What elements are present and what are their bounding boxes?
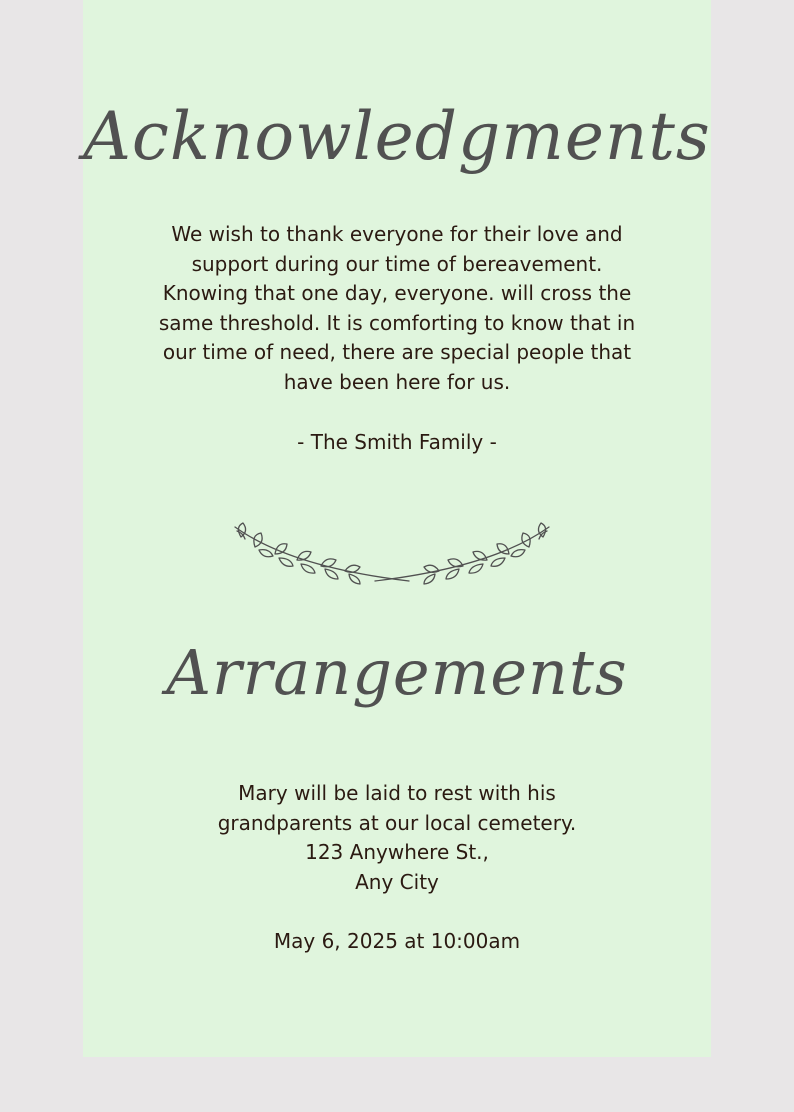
arrangements-line: grandparents at our local cemetery.	[217, 810, 577, 835]
acknowledgments-line: Knowing that one day, everyone. will cross the	[162, 281, 632, 306]
acknowledgments-line: We wish to thank everyone for their love and	[171, 222, 623, 246]
laurel-branch-icon	[231, 517, 553, 591]
arrangements-line: 123 Anywhere St.,	[305, 840, 489, 865]
memorial-card	[83, 0, 711, 1057]
acknowledgments-line: have been here for us.	[283, 369, 511, 394]
arrangements-line: Any City	[355, 869, 439, 894]
arrangements-heading: Arrangements	[166, 636, 628, 709]
acknowledgments-heading: Acknowledgments	[83, 98, 711, 175]
acknowledgments-line: our time of need, there are special people that	[162, 340, 632, 365]
arrangements-details	[83, 779, 711, 897]
service-date: May 6, 2025 at 10:00am	[273, 929, 521, 953]
arrangements-line: Mary will be laid to rest with his	[238, 781, 556, 805]
acknowledgments-message	[83, 220, 711, 398]
family-signature: - The Smith Family -	[297, 430, 497, 454]
acknowledgments-line: same threshold. It is comforting to know that in	[158, 310, 636, 335]
acknowledgments-line: support during our time of bereavement.	[191, 251, 603, 276]
